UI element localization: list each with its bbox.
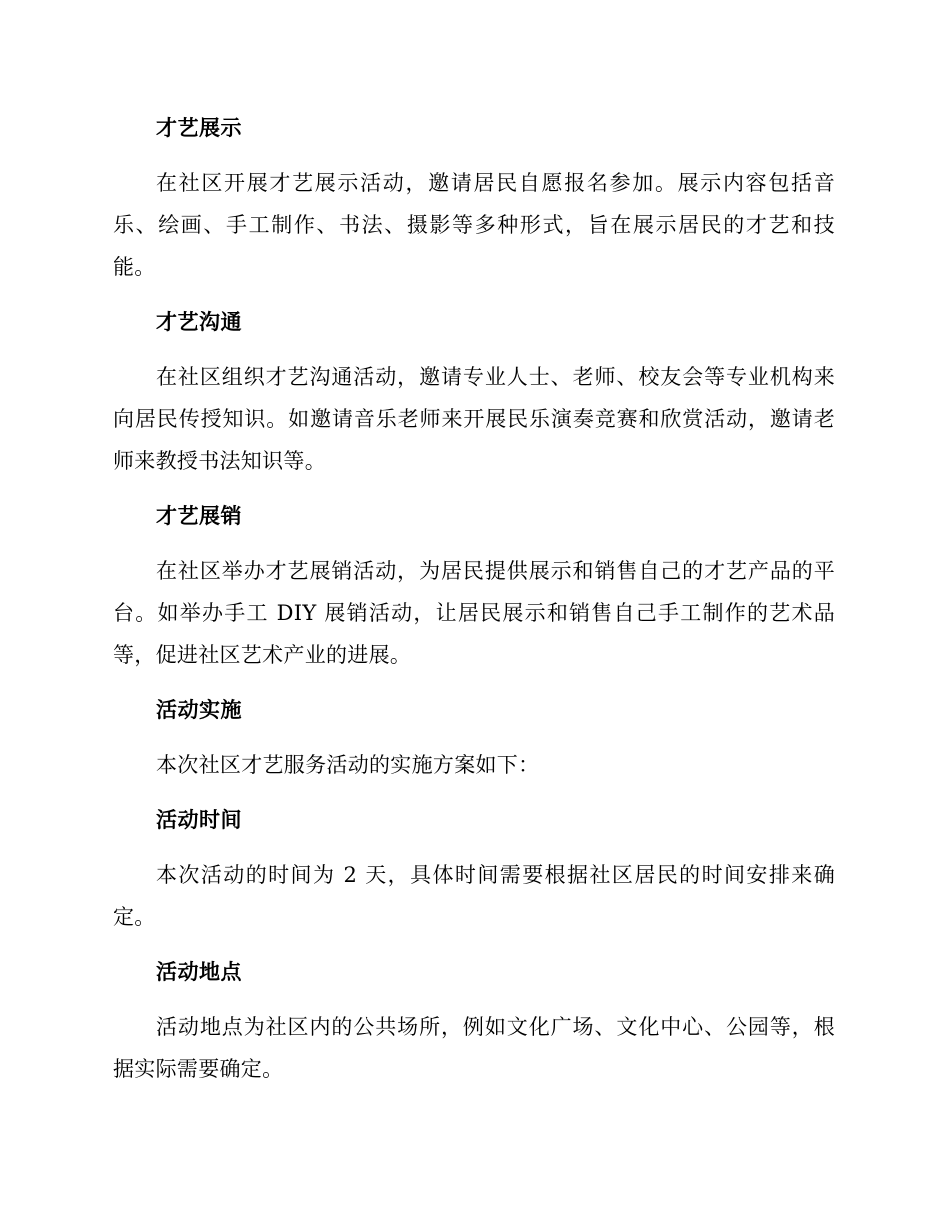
section-heading: 才艺沟通 [156, 310, 242, 334]
document-body [113, 108, 835, 1104]
section-heading: 活动实施 [156, 698, 242, 722]
section-paragraph: 本次活动的时间为 2 天，具体时间需要根据社区居民的时间安排来确定。 [113, 863, 835, 929]
section-heading: 活动时间 [156, 808, 242, 832]
section-paragraph: 活动地点为社区内的公共场所，例如文化广场、文化中心、公园等，根据实际需要确定。 [113, 1015, 835, 1081]
section-activity-time [113, 800, 835, 938]
section-paragraph: 本次社区才艺服务活动的实施方案如下： [156, 753, 540, 777]
section-talent-sales [113, 496, 835, 676]
section-talent-exchange [113, 302, 835, 482]
section-paragraph: 在社区举办才艺展销活动，为居民提供展示和销售自己的才艺产品的平台。如举办手工 DIY 展销活动，让居民展示和销售自己手工制作的艺术品等，促进社区艺术产业的进展。 [113, 559, 835, 667]
section-paragraph: 在社区组织才艺沟通活动，邀请专业人士、老师、校友会等专业机构来向居民传授知识。如邀请音乐老师来开展民乐演奏竞赛和欣赏活动，邀请老师来教授书法知识等。 [113, 365, 835, 473]
section-talent-show [113, 108, 835, 288]
section-activity-location [113, 952, 835, 1090]
section-heading: 才艺展销 [156, 504, 242, 528]
section-heading: 才艺展示 [156, 116, 242, 140]
section-paragraph: 在社区开展才艺展示活动，邀请居民自愿报名参加。展示内容包括音乐、绘画、手工制作、书法、摄影等多种形式，旨在展示居民的才艺和技能。 [113, 171, 835, 279]
section-implementation [113, 690, 835, 786]
section-heading: 活动地点 [156, 960, 242, 984]
